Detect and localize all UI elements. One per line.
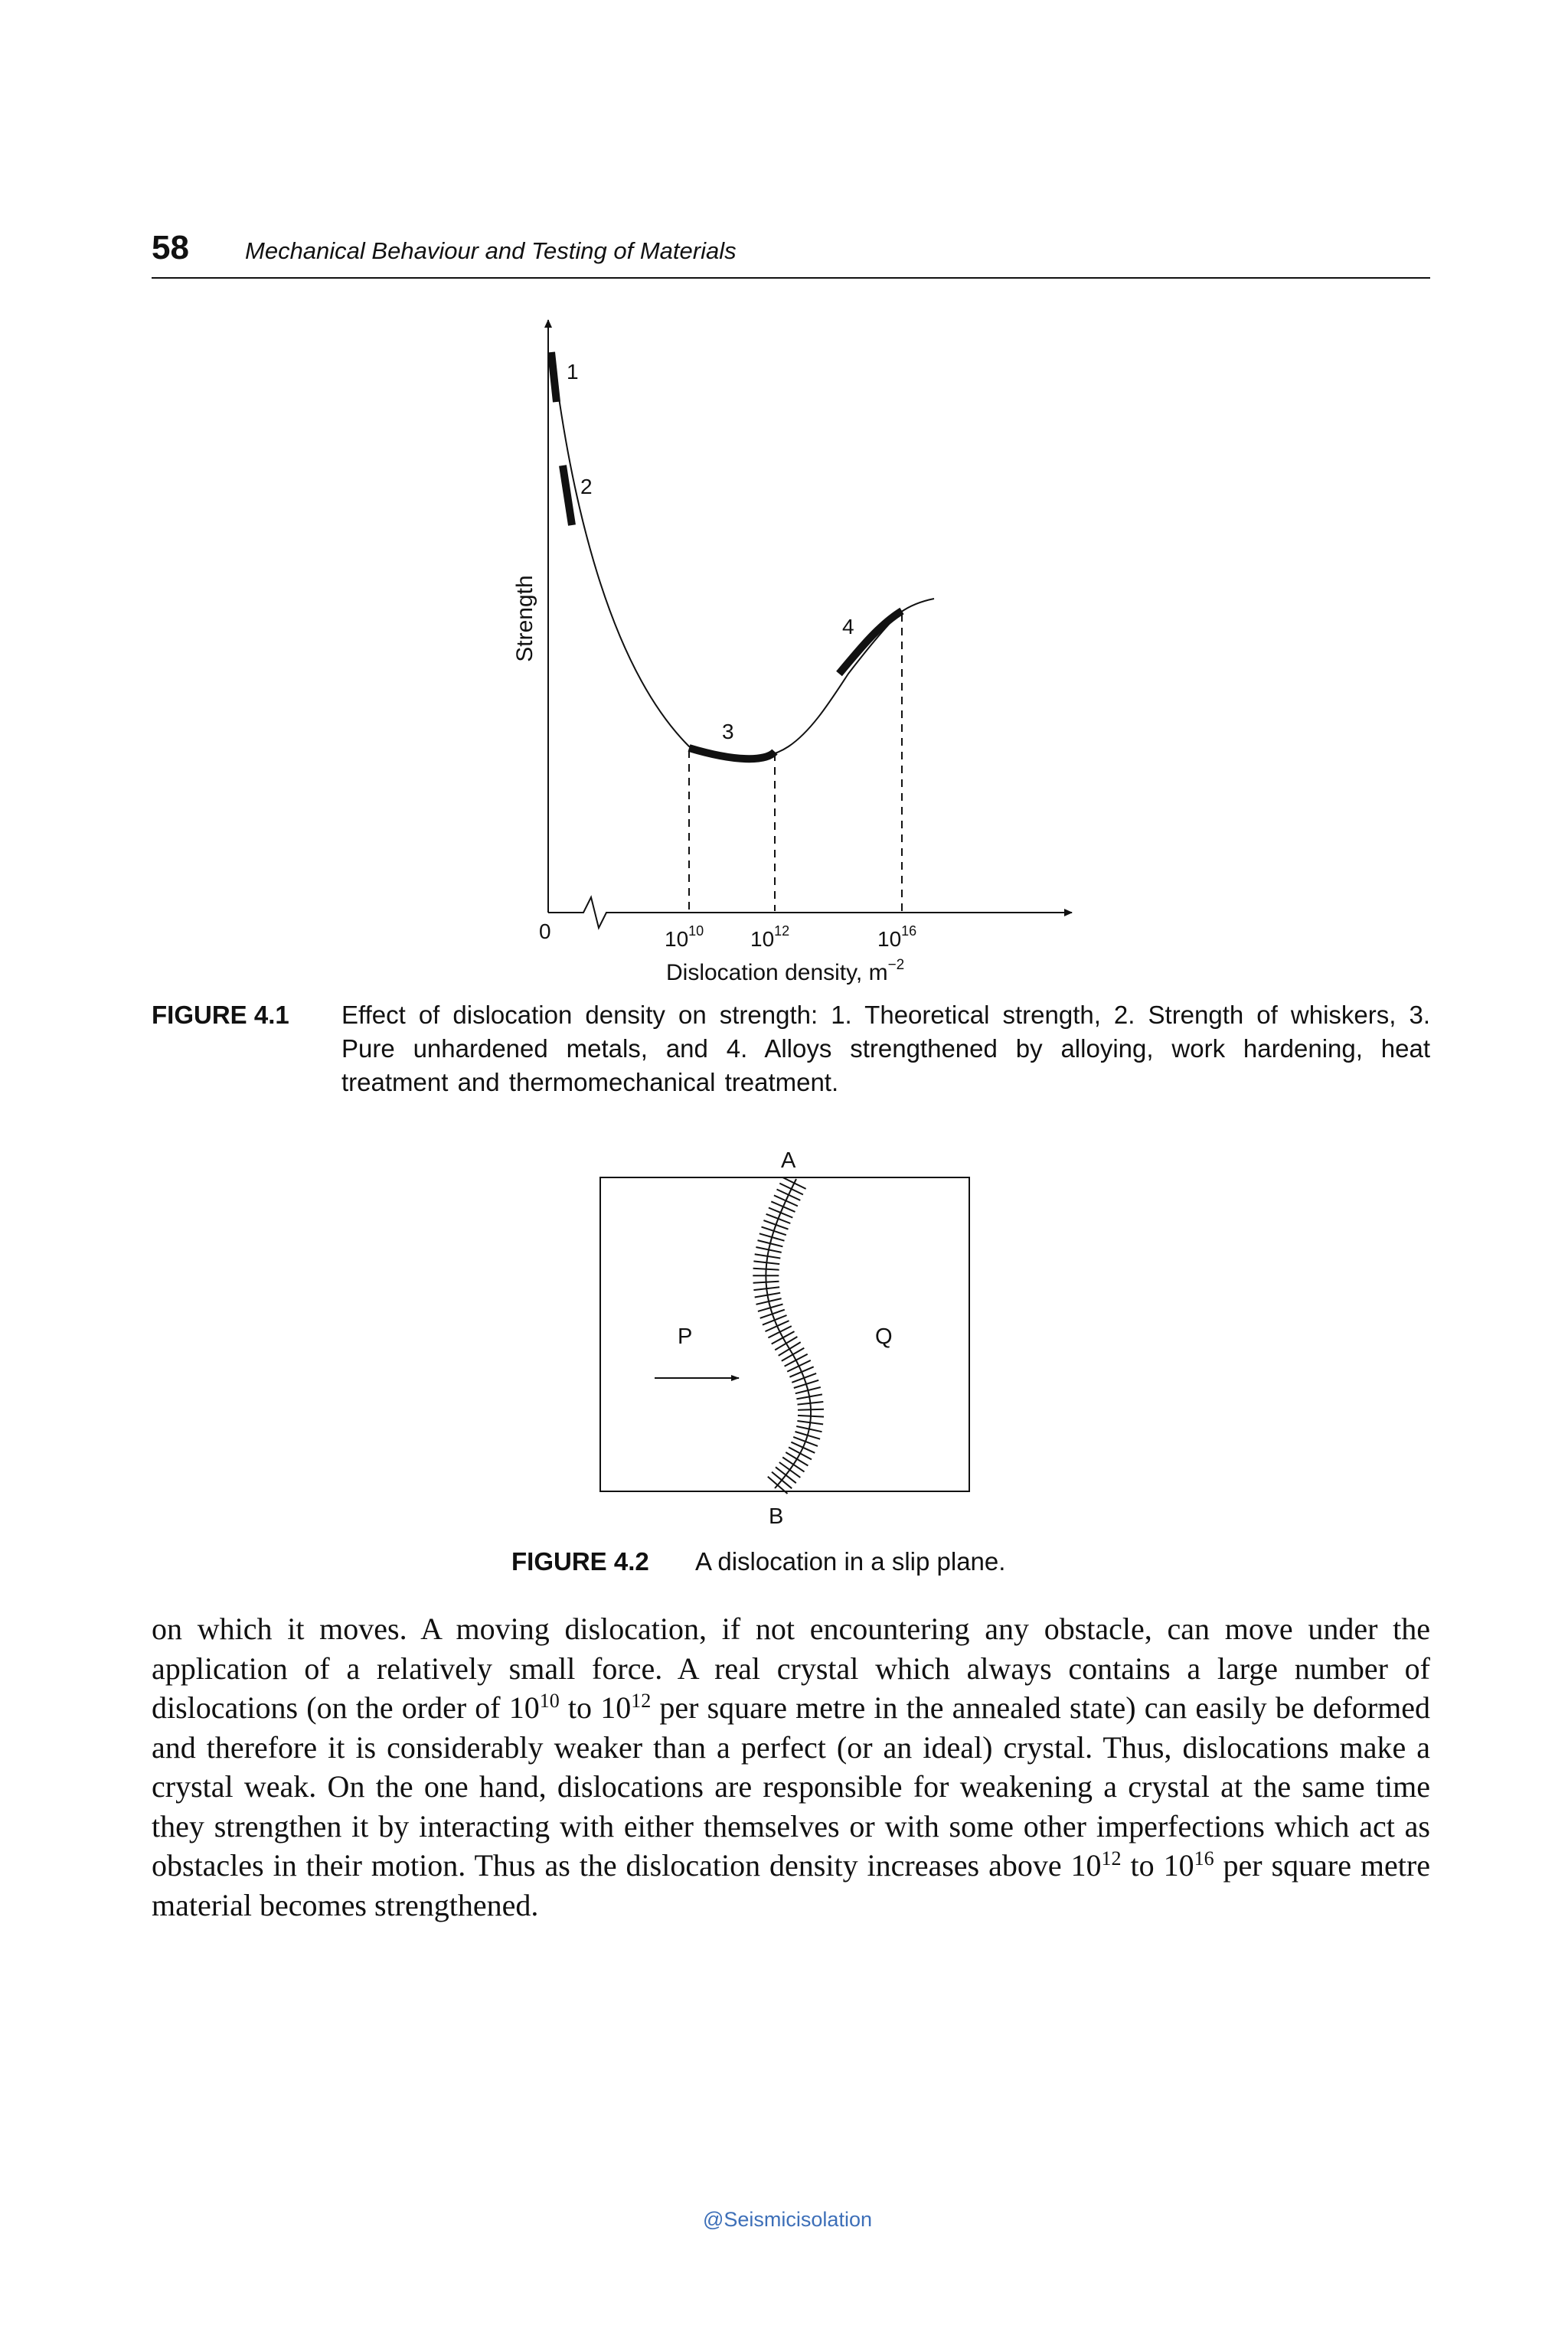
- hatch-tick: [772, 1331, 795, 1344]
- label-q: Q: [875, 1324, 893, 1349]
- hatch-tick: [753, 1269, 779, 1270]
- figure-4-1-strength-curve: [452, 302, 1095, 991]
- region-3-segment: [689, 748, 775, 759]
- figure-4-2-dislocation-diagram: [582, 1148, 995, 1529]
- strength-curve: [553, 352, 934, 758]
- origin-label: 0: [539, 919, 551, 943]
- hatch-tick: [762, 1227, 786, 1236]
- region-4-label: 4: [842, 615, 854, 638]
- dislocation-hatching: [753, 1177, 824, 1494]
- tick-label-10-10: $10^{10}$: [665, 923, 704, 951]
- body-paragraph: on which it moves. A moving dislocation, if not encountering any obstacle, can move under the application of a relatively small force. A real crystal which always contains a large number of dislocations (on the order of $10^{10}$ to $10^{12}$ per square metre in the annealed state) can easily be deformed and therefore it is considerably weaker than a perfect (or an ideal) crystal. Thus, dislocations make a crystal weak. On the one hand, dislocations are responsible for weakening a crystal at the same time they strengthen it by interacting with either themselves or with some other imperfections which act as obstacles in their motion. Thus as the dislocation density increases above $10^{12}$ to $10^{16}$ per square metre material becomes strengthened.: [152, 1612, 1431, 1922]
- hatch-tick: [776, 1467, 796, 1483]
- hatch-tick: [785, 1354, 808, 1367]
- y-axis-label: Strength: [512, 575, 537, 662]
- hatch-tick: [779, 1462, 801, 1478]
- region-2-segment: [563, 465, 572, 525]
- label-b: B: [769, 1504, 784, 1529]
- book-title: Mechanical Behaviour and Testing of Materials: [245, 237, 737, 264]
- region-3-label: 3: [722, 720, 734, 743]
- hatch-tick: [782, 1458, 804, 1472]
- hatch-tick: [782, 1348, 805, 1361]
- figure-4-1-caption-label: FIGURE 4.1: [152, 1001, 289, 1029]
- hatch-tick: [798, 1409, 824, 1410]
- hatch-tick: [772, 1472, 792, 1489]
- x-axis: [548, 897, 1072, 928]
- region-1-label: 1: [567, 360, 579, 384]
- hatch-tick: [775, 1337, 797, 1350]
- hatch-tick: [786, 1452, 808, 1466]
- dislocation-line: [766, 1179, 811, 1488]
- tick-label-10-12: $10^{12}$: [750, 923, 790, 951]
- hatch-tick: [798, 1416, 824, 1417]
- hatch-tick: [779, 1342, 801, 1356]
- tick-label-10-16: $10^{16}$: [877, 923, 917, 951]
- hatch-tick: [753, 1282, 779, 1283]
- running-header: [152, 227, 1430, 279]
- figure-4-2-caption-label: FIGURE 4.2: [511, 1547, 649, 1576]
- label-a: A: [781, 1148, 796, 1173]
- watermark: @Seismicisolation: [703, 2208, 872, 2231]
- page-number: 58: [152, 229, 189, 266]
- figure-4-2-caption-text: A dislocation in a slip plane.: [695, 1547, 1006, 1576]
- label-p: P: [678, 1324, 693, 1349]
- figure-4-1-caption-text: Effect of dislocation density on strength: 1. Theoretical strength, 2. Strength of whiskers, 3. Pure unhardened metals, and 4. Alloys strengthened by alloying, work hardening, heat treatment and thermomechanical treatment.: [341, 1001, 1430, 1096]
- x-axis-label: Dislocation density, $m^{-2}$: [666, 957, 905, 985]
- region-1-segment: [551, 352, 557, 402]
- region-2-label: 2: [580, 475, 593, 498]
- slip-plane-box: [600, 1177, 969, 1491]
